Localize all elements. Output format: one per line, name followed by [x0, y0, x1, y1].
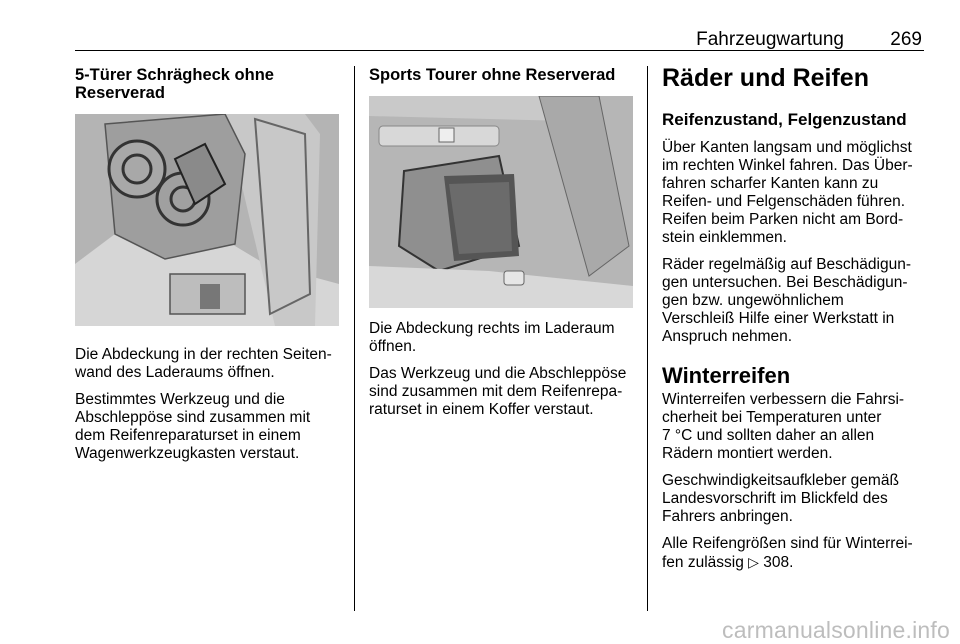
watermark: carmanualsonline.info: [722, 617, 950, 643]
column-sports-tourer: [369, 66, 635, 428]
hatchback-para-open-cover: Die Abdeckung in der rechten Seiten- wand des Laderaums öffnen.: [75, 346, 332, 381]
tyre-condition-para1: Über Kanten langsam und möglichst im rechten Winkel fahren. Das Über- fahren scharfer Kanten kann zu Reifen- und Felgenschäden führen. Reifen beim Parken nicht am Bord- stein einklemmen.: [662, 139, 913, 246]
tyre-condition-para2: Räder regelmäßig auf Beschädigun- gen untersuchen. Bei Beschädigun- gen bzw. ungewöhnlichem Verschleiß Hilfe einer Werkstatt in Anspruch nehmen.: [662, 256, 911, 345]
column-divider-2: [647, 66, 648, 611]
column-divider-1: [354, 66, 355, 611]
hatchback-heading-line2: Reserverad: [75, 84, 165, 102]
column-wheels-tyres: [662, 64, 928, 581]
page-number: 269: [890, 29, 922, 50]
page-reference[interactable]: 308.: [758, 554, 794, 571]
heading-winter-tyres: Winterreifen: [662, 363, 791, 388]
hatchback-heading-line1: 5-Türer Schrägheck ohne: [75, 66, 274, 84]
sports-tourer-para-open-cover: Die Abdeckung rechts im Laderaum öffnen.: [369, 320, 615, 355]
winter-para2: Geschwindigkeitsaufkleber gemäß Landesvorschrift im Blickfeld des Fahrers anbringen.: [662, 472, 899, 525]
hatchback-cargo-illustration: [75, 114, 339, 326]
reference-arrow-icon: ▷: [748, 554, 759, 570]
chapter-title: Fahrzeugwartung: [696, 29, 844, 50]
sports-tourer-para-tools: Das Werkzeug und die Abschleppöse sind zusammen mit dem Reifenrepa- raturset in einem Koffer verstaut.: [369, 365, 627, 418]
sports-tourer-heading: Sports Tourer ohne Reserverad: [369, 66, 616, 84]
sports-tourer-cargo-illustration: [369, 96, 633, 308]
hatchback-para-tools: Bestimmtes Werkzeug und die Abschleppöse sind zusammen mit dem Reifenreparaturset in einem Wagenwerkzeugkasten verstaut.: [75, 391, 311, 462]
section-heading-wheels-tyres: Räder und Reifen: [662, 64, 869, 92]
winter-para1: Winterreifen verbessern die Fahrsi- cherheit bei Temperaturen unter 7 °C und sollten daher an allen Rädern montiert werden.: [662, 391, 905, 462]
winter-para3-line1: Alle Reifengrößen sind für Winterrei-: [662, 535, 913, 552]
winter-para3: [662, 535, 928, 572]
winter-para3-line2: fen zulässig: [662, 554, 749, 571]
page-header: [75, 30, 924, 51]
column-hatchback: [75, 66, 341, 472]
subheading-tyre-condition: Reifenzustand, Felgenzustand: [662, 110, 907, 129]
